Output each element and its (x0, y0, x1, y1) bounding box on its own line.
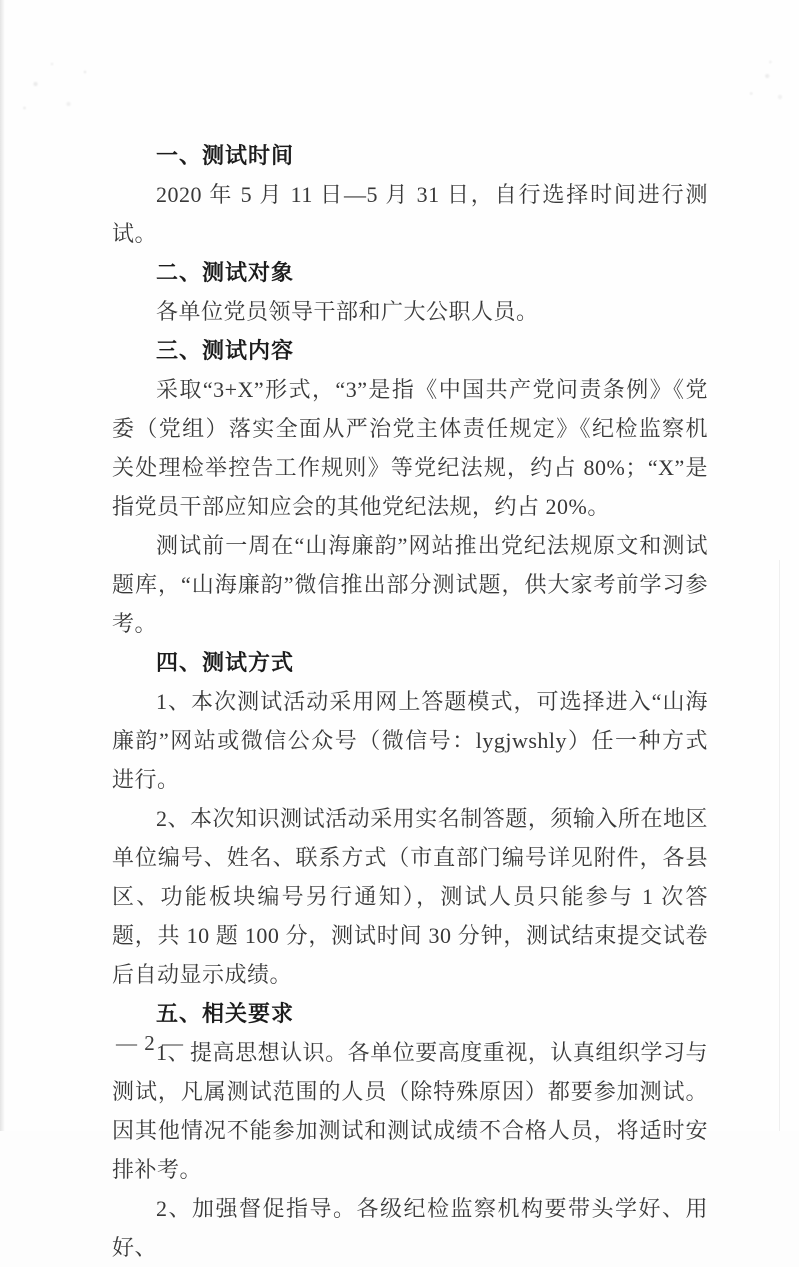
section-heading-test-time: 一、测试时间 (156, 143, 295, 168)
scan-edge-shadow-left (0, 0, 5, 1131)
section-heading-test-method: 四、测试方式 (156, 650, 295, 675)
page-number: — 2 — (116, 1031, 184, 1055)
paragraph-test-method-online: 1、本次测试活动采用网上答题模式，可选择进入“山海廉韵”网站或微信公众号（微信号：lygjwshly）任一种方式进行。 (112, 689, 708, 792)
section-heading-test-content: 三、测试内容 (156, 338, 295, 363)
paragraph-test-method-realname: 2、本次知识测试活动采用实名制答题，须输入所在地区单位编号、姓名、联系方式（市直部门编号详见附件，各县区、功能板块编号另行通知），测试人员只能参与 1 次答题，共 10 题 100 分，测试时间 30 分钟，测试结束提交试卷后自动显示成绩。 (112, 806, 708, 987)
scan-noise-top-right (732, 48, 796, 118)
paragraph-requirement-awareness: 1、提高思想认识。各单位要高度重视，认真组织学习与测试，凡属测试范围的人员（除特殊原因）都要参加测试。因其他情况不能参加测试和测试成绩不合格人员，将适时安排补考。 (112, 1040, 708, 1182)
scan-noise-top-left (8, 48, 118, 128)
paragraph-requirement-guidance: 2、加强督促指导。各级纪检监察机构要带头学好、用好、 (112, 1196, 708, 1260)
paragraph-test-subjects: 各单位党员领导干部和广大公职人员。 (156, 299, 539, 324)
paragraph-test-time: 2020 年 5 月 11 日—5 月 31 日，自行选择时间进行测试。 (112, 182, 708, 246)
scan-edge-line-right (779, 560, 780, 1131)
section-heading-requirements: 五、相关要求 (156, 1001, 295, 1026)
paragraph-test-content-scope: 采取“3+X”形式，“3”是指《中国共产党问责条例》《党委（党组）落实全面从严治党主体责任规定》《纪检监察机关处理检举控告工作规则》等党纪法规，约占 80%；“X”是指党员干部应知应会的其他党纪法规，约占 20%。 (112, 377, 708, 519)
document-body (112, 136, 708, 1267)
paragraph-test-content-preview: 测试前一周在“山海廉韵”网站推出党纪法规原文和测试题库，“山海廉韵”微信推出部分测试题，供大家考前学习参考。 (112, 533, 708, 636)
section-heading-test-subjects: 二、测试对象 (156, 260, 295, 285)
